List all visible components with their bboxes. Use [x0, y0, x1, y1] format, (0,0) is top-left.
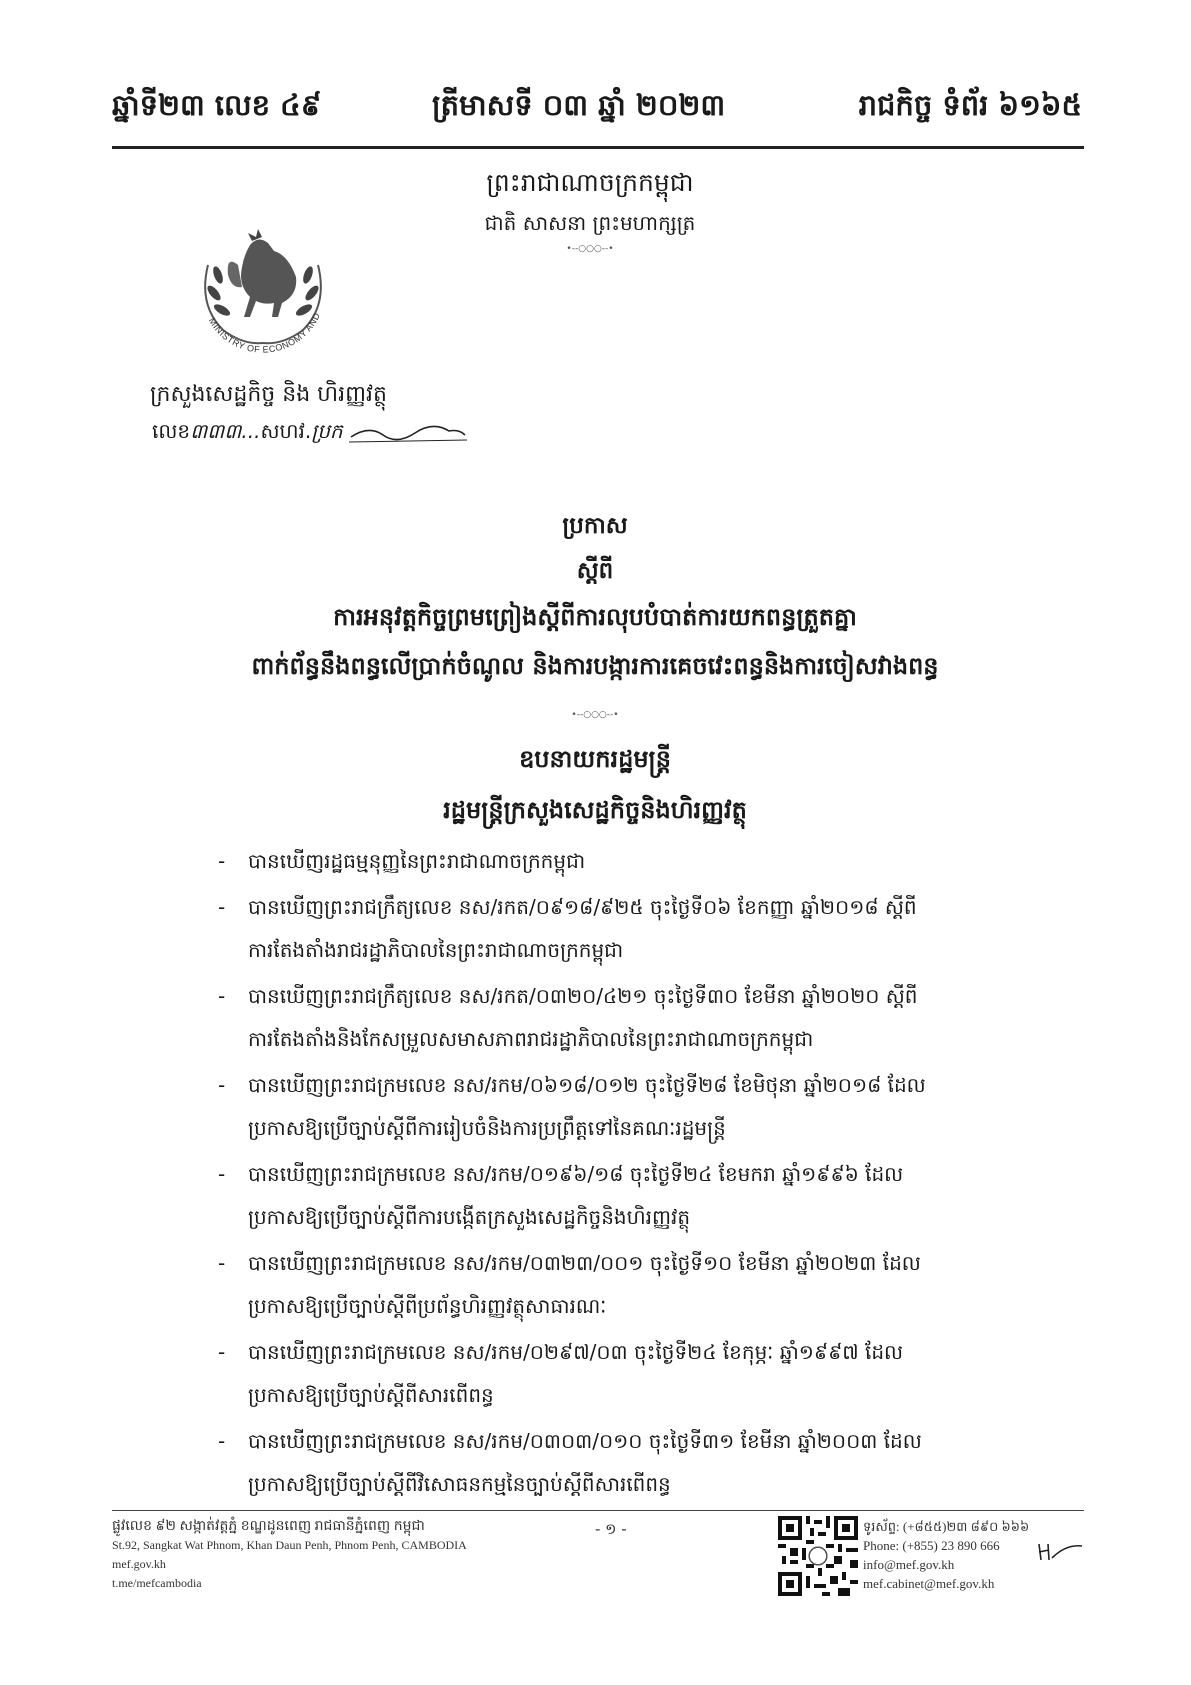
kingdom-name: ព្រះរាជាណាចក្រកម្ពុជា — [486, 168, 694, 197]
list-item: - បានឃើញព្រះរាជក្រមលេខ នស/រកម/០៣០៣/០១០ ចុះថ្ងៃទី៣១ ខែមីនា ឆ្នាំ២០០៣ ដែល ប្រកាសឱ្យប្រើច្បាប់ស្តីពីវិសោធនកម្មនៃច្បាប់ស្តីពីសារពើពន្ធ — [218, 1429, 922, 1496]
address-khmer: ផ្លូវលេខ ៩២ សង្កាត់វត្តភ្នំ ខណ្ឌដូនពេញ រាជធានីភ្នំពេញ កម្ពុជា — [112, 1519, 425, 1534]
title-ornament: •--○○○--• — [571, 710, 619, 720]
signatory-ministry: រដ្ឋមន្ត្រីក្រសួងសេដ្ឋកិច្ចនិងហិរញ្ញវត្ថុ — [443, 796, 747, 824]
list-item: - បានឃើញរដ្ឋធម្មនុញ្ញនៃព្រះរាជាណាចក្រកម្ពុជា — [218, 849, 586, 873]
list-item: - បានឃើញព្រះរាជក្រឹត្យលេខ នស/រកត/០៣២០/៤២១ ចុះថ្ងៃទី៣០ ខែមីនា ឆ្នាំ២០២០ ស្តីពី ការតែងតាំងនិងកែសម្រួលសមាសភាពរាជរដ្ឋាភិបាលនៃព្រះរាជាណាចក្រកម្ពុជា — [218, 984, 918, 1051]
reference-number — [152, 418, 469, 448]
list-item: - បានឃើញព្រះរាជក្រមលេខ នស/រកម/០៦១៨/០១២ ចុះថ្ងៃទី២៨ ខែមិថុនា ឆ្នាំ២០១៨ ដែល ប្រកាសឱ្យប្រើច្បាប់ស្តីពីការរៀបចំនិងការប្រព្រឹត្តទៅនៃគណៈរដ្ឋមន្ត្រី — [218, 1073, 926, 1140]
header-page: រាជកិច្ច ទំព័រ ៦១៦៥ — [858, 88, 1082, 122]
phone-english: Phone: (+855) 23 890 666 — [863, 1538, 1000, 1553]
seal-text: MINISTRY OF ECONOMY AND — [206, 310, 323, 355]
qr-code-icon[interactable] — [778, 1516, 858, 1596]
list-item: - បានឃើញព្រះរាជក្រឹត្យលេខ នស/រកត/០៩១៨/៩២៥ ចុះថ្ងៃទី០៦ ខែកញ្ញា ឆ្នាំ២០១៨ ស្តីពី ការតែងតាំងរាជរដ្ឋាភិបាលនៃព្រះរាជាណាចក្រកម្ពុជា — [218, 895, 917, 962]
ref-suffix: ប្រក — [311, 419, 343, 443]
address-english: St.92, Sangkat Wat Phnom, Khan Daun Penh, Phnom Penh, CAMBODIA — [112, 1538, 467, 1552]
footer-divider — [112, 1510, 1084, 1511]
header-year-issue: ឆ្នាំទី២៣ លេខ ៤៩ — [112, 88, 322, 122]
signatory-title: ឧបនាយករដ្ឋមន្ត្រី — [519, 745, 671, 773]
title-subject-line2: ពាក់ព័ន្ធនឹងពន្ធលើប្រាក់ចំណូល និងការបង្ការការគេចវេះពន្ធនិងការចៀសវាងពន្ធ — [251, 652, 939, 680]
handwritten-initials-icon — [1036, 1540, 1086, 1564]
title-subject-line1: ការអនុវត្តកិច្ចព្រមព្រៀងស្តីពីការលុបបំបាត់ការយកពន្ធត្រួតគ្នា — [333, 603, 857, 631]
national-motto: ជាតិ សាសនា ព្រះមហាក្សត្រ — [484, 211, 696, 235]
list-item: - បានឃើញព្រះរាជក្រមលេខ នស/រកម/០៣២៣/០០១ ចុះថ្ងៃទី១០ ខែមីនា ឆ្នាំ២០២៣ ដែល ប្រកាសឱ្យប្រើច្បាប់ស្តីពីប្រព័ន្ធហិរញ្ញវត្ថុសាធារណៈ — [218, 1251, 921, 1318]
motto-ornament: •--○○○--• — [566, 244, 614, 254]
ministry-name: ក្រសួងសេដ្ឋកិច្ច និង ហិរញ្ញវត្ថុ — [150, 382, 387, 407]
email-info-link[interactable]: info@mef.gov.kh — [863, 1557, 955, 1572]
page-number: - ១ - — [595, 1520, 627, 1538]
list-item: - បានឃើញព្រះរាជក្រមលេខ នស/រកម/០១៩៦/១៨ ចុះថ្ងៃទី២៤ ខែមករា ឆ្នាំ១៩៩៦ ដែល ប្រកាសឱ្យប្រើច្បាប់ស្តីពីការបង្កើតក្រសួងសេដ្ឋកិច្ចនិងហិរញ្ញវត្ថុ — [218, 1162, 904, 1229]
kingdom-motto — [450, 168, 730, 254]
legal-basis-list — [218, 840, 1028, 1509]
ministry-seal-icon — [178, 205, 348, 375]
title-on: ស្តីពី — [576, 558, 614, 584]
website-link[interactable]: mef.gov.kh — [112, 1557, 166, 1571]
footer-contact — [863, 1517, 1029, 1593]
telegram-link[interactable]: t.me/mefcambodia — [112, 1576, 202, 1590]
footer-address — [112, 1517, 467, 1593]
proclamation-title — [180, 512, 1010, 830]
ref-prefix: លេខ — [152, 419, 191, 443]
ref-number: ៣៣៣... — [190, 419, 261, 443]
list-item: - បានឃើញព្រះរាជក្រមលេខ នស/រកម/០២៩៧/០៣ ចុះថ្ងៃទី២៤ ខែកុម្ភៈ ឆ្នាំ១៩៩៧ ដែល ប្រកាសឱ្យប្រើច្បាប់ស្តីពីសារពើពន្ធ — [218, 1340, 904, 1407]
handwritten-reference-icon — [349, 423, 469, 443]
phone-khmer: ទូរស័ព្ទ: (+៨៥៥)២៣ ៨៩០ ៦៦៦ — [863, 1519, 1030, 1534]
header-divider — [112, 146, 1084, 149]
gazette-header — [112, 88, 1082, 150]
ref-middle: សហវ. — [260, 419, 312, 443]
header-quarter: ត្រីមាសទី ០៣ ឆ្នាំ ២០២៣ — [432, 88, 726, 122]
email-cabinet-link[interactable]: mef.cabinet@mef.gov.kh — [863, 1576, 995, 1591]
title-prakas: ប្រកាស — [562, 513, 628, 539]
